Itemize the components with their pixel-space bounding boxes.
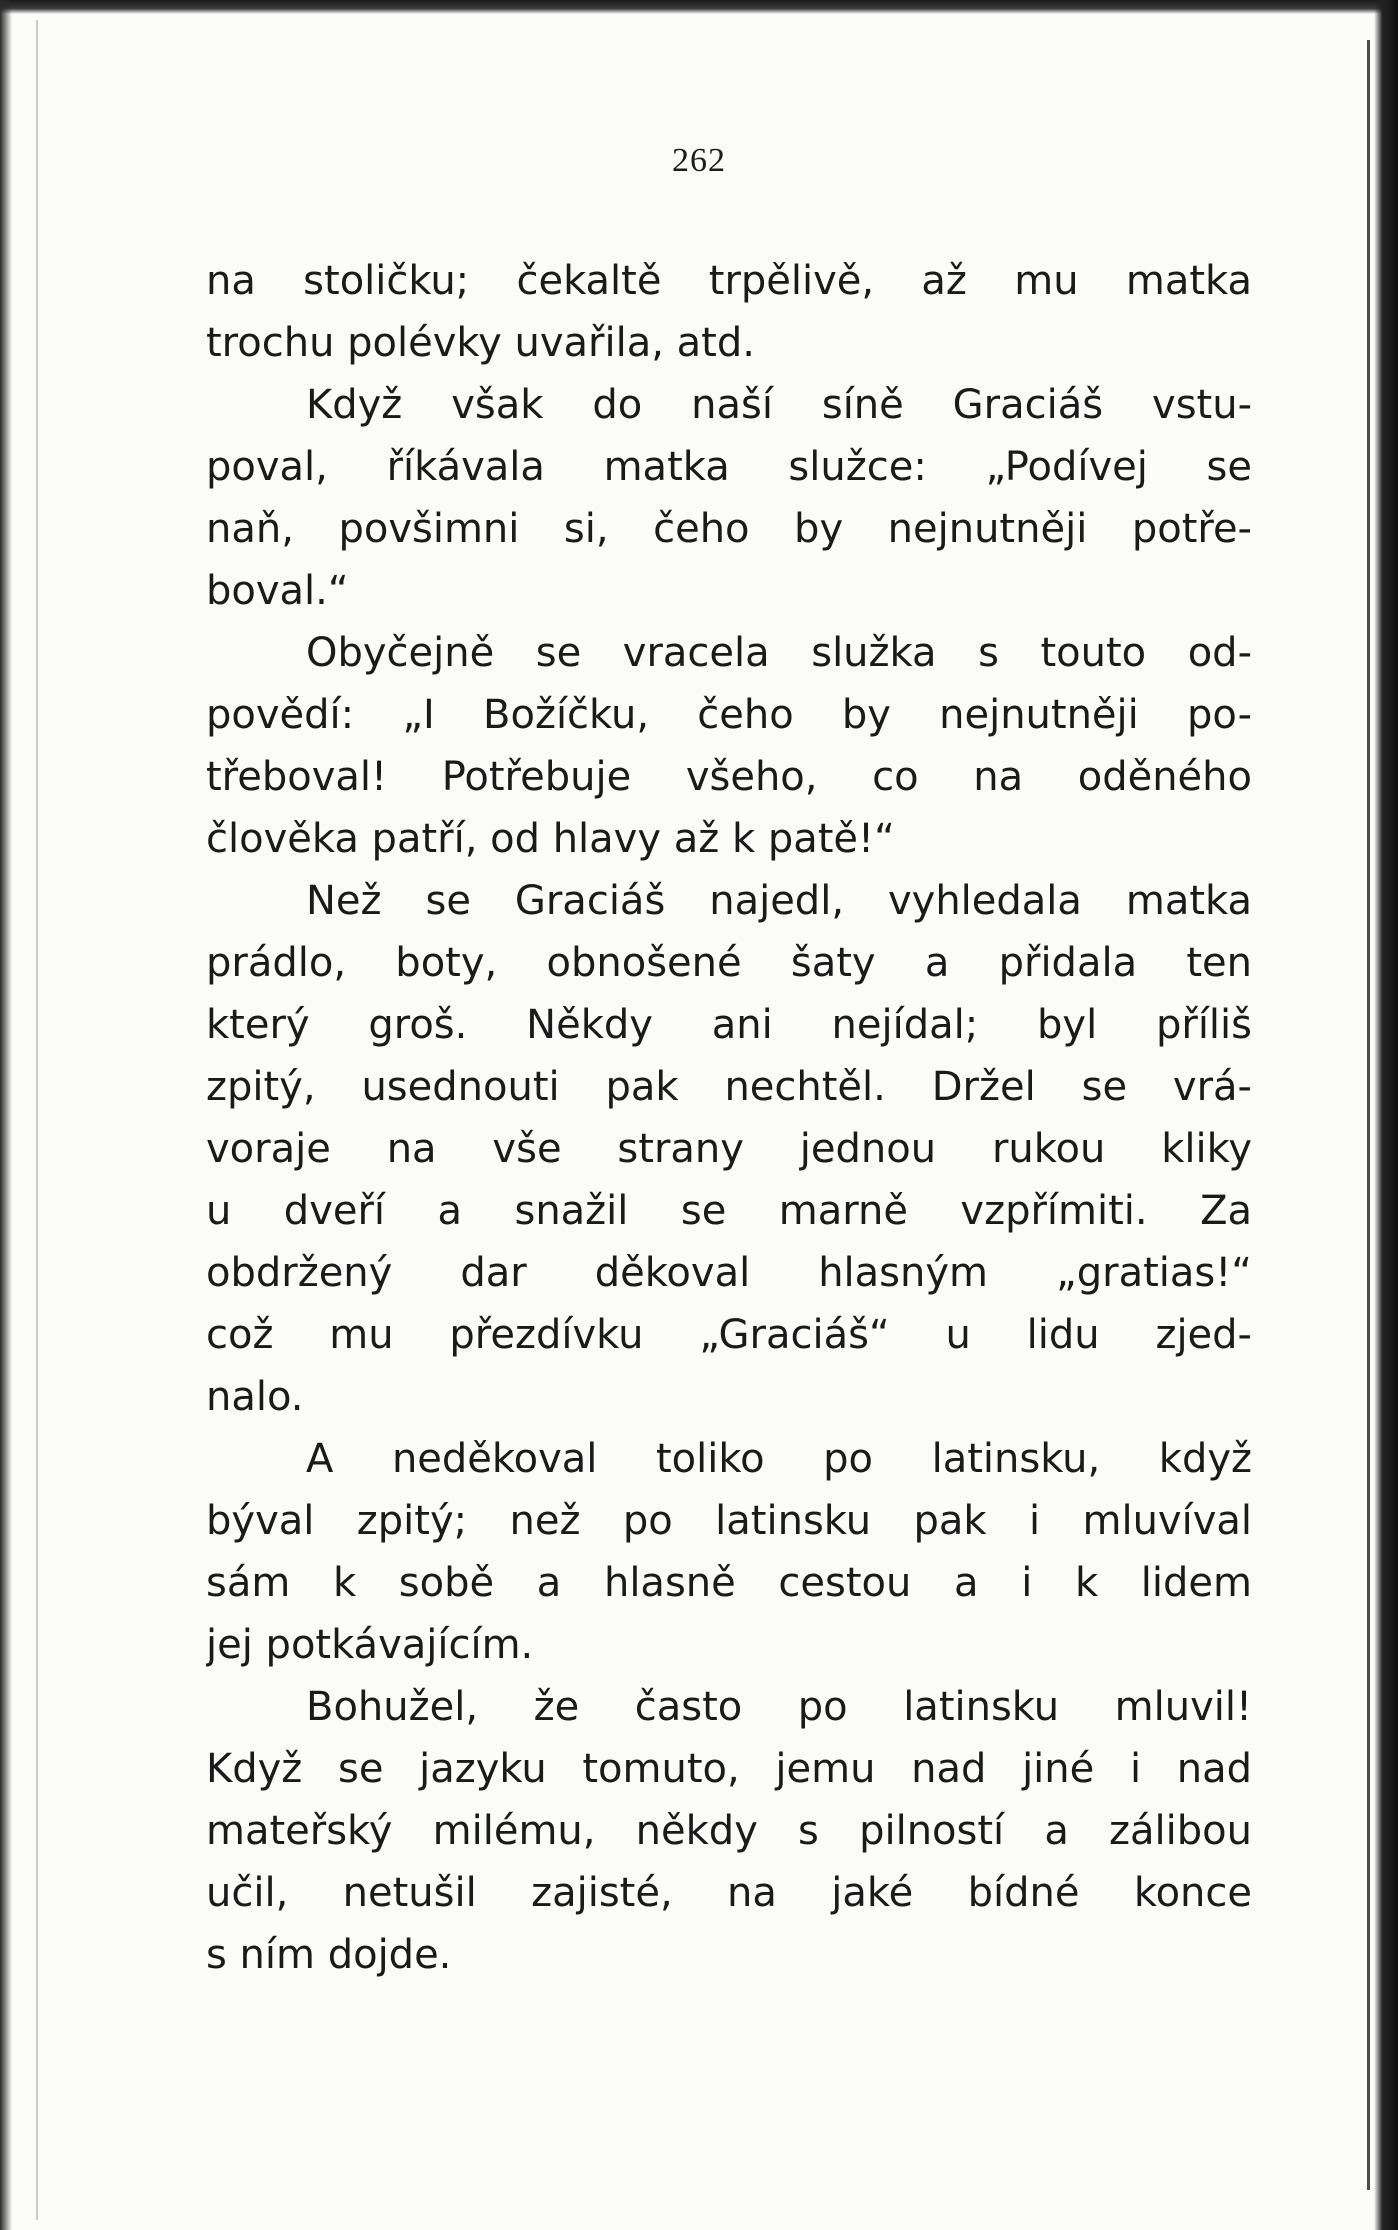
body-text bbox=[206, 250, 1252, 1986]
text-line: obdržený dar děkoval hlasným „gratias!“ bbox=[206, 1250, 1252, 1296]
text-line: Když se jazyku tomuto, jemu nad jiné i nad bbox=[206, 1746, 1252, 1792]
text-line: povědí: „I Božíčku, čeho by nejnutněji po- bbox=[206, 692, 1252, 738]
scan-top-edge bbox=[0, 0, 1398, 14]
text-line: naň, povšimni si, čeho by nejnutněji potře- bbox=[206, 506, 1252, 552]
scan-right-binding-line bbox=[1367, 40, 1370, 2190]
text-line: člověka patří, od hlavy až k patě!“ bbox=[206, 816, 895, 862]
text-line: třeboval! Potřebuje všeho, co na oděného bbox=[206, 754, 1252, 800]
text-line: s ním dojde. bbox=[206, 1932, 452, 1978]
text-line: sám k sobě a hlasně cestou a i k lidem bbox=[206, 1560, 1252, 1606]
text-line: u dveří a snažil se marně vzpřímiti. Za bbox=[206, 1188, 1252, 1234]
text-line: jej potkávajícím. bbox=[206, 1622, 534, 1668]
text-line: Bohužel, že často po latinsku mluvil! bbox=[306, 1684, 1252, 1730]
text-line: býval zpitý; než po latinsku pak i mluvíval bbox=[206, 1498, 1252, 1544]
text-line: poval, říkávala matka služce: „Podívej se bbox=[206, 444, 1252, 490]
page-number: 262 bbox=[672, 142, 726, 179]
text-line: nalo. bbox=[206, 1374, 304, 1420]
text-line: A neděkoval toliko po latinsku, když bbox=[306, 1436, 1252, 1482]
text-line: což mu přezdívku „Graciáš“ u lidu zjed- bbox=[206, 1312, 1252, 1358]
text-line: který groš. Někdy ani nejídal; byl příliš bbox=[206, 1002, 1252, 1048]
text-line: trochu polévky uvařila, atd. bbox=[206, 320, 755, 366]
text-line: na stoličku; čekaltě trpělivě, až mu matka bbox=[206, 258, 1252, 304]
text-line: učil, netušil zajisté, na jaké bídné konce bbox=[206, 1870, 1252, 1916]
text-line: mateřský milému, někdy s pilností a zálibou bbox=[206, 1808, 1252, 1854]
text-line: Když však do naší síně Graciáš vstu- bbox=[306, 382, 1252, 428]
text-line: prádlo, boty, obnošené šaty a přidala ten bbox=[206, 940, 1252, 986]
text-line: voraje na vše strany jednou rukou kliky bbox=[206, 1126, 1252, 1172]
scan-left-edge bbox=[0, 0, 12, 2230]
text-line: boval.“ bbox=[206, 568, 349, 614]
scan-left-fold-line bbox=[36, 20, 38, 2220]
text-line: Než se Graciáš najedl, vyhledala matka bbox=[306, 878, 1252, 924]
scan-right-edge bbox=[1374, 0, 1398, 2230]
text-line: Obyčejně se vracela služka s touto od- bbox=[306, 630, 1252, 676]
text-line: zpitý, usednouti pak nechtěl. Držel se vrá- bbox=[206, 1064, 1252, 1110]
